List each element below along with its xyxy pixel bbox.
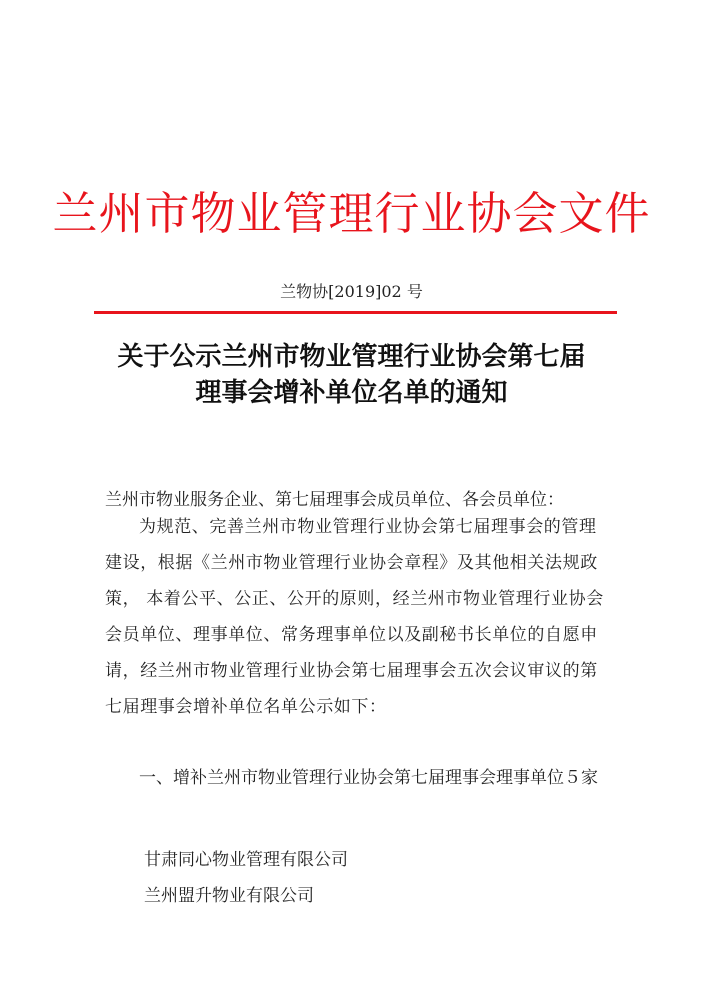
company-item-1: 甘肃同心物业管理有限公司 <box>144 850 348 870</box>
body-paragraph-2: 一、增补兰州市物业管理行业协会第七届理事会理事单位５家 <box>139 768 598 788</box>
document-title-line-2: 理事会增补单位名单的通知 <box>195 378 508 408</box>
document-title-line-1: 关于公示兰州市物业管理行业协会第七届 <box>117 342 586 372</box>
red-divider-line <box>94 311 617 314</box>
company-item-2: 兰州盟升物业有限公司 <box>144 886 314 906</box>
addressee: 兰州市物业服务企业、第七届理事会成员单位、各会员单位： <box>105 490 564 510</box>
document-number: 兰物协[2019]02 号 <box>280 282 423 301</box>
body-paragraph-1: 为规范、完善兰州市物业管理行业协会第七届理事会的管理建设，根据《兰州市物业管理行业协会章程》及其他相关法规政策， 本着公平、公正、公开的原则，经兰州市物业管理行业协会会员单位、理事单位、常务理事单位以及副秘书长单位的自愿申请，经兰州市物业管理行业协会第七届理事会五次会议审议的第七届理事会增补单位名单公示如下： <box>105 517 604 717</box>
document-title <box>0 339 703 411</box>
header-title: 兰州市物业管理行业协会文件 <box>52 187 651 240</box>
